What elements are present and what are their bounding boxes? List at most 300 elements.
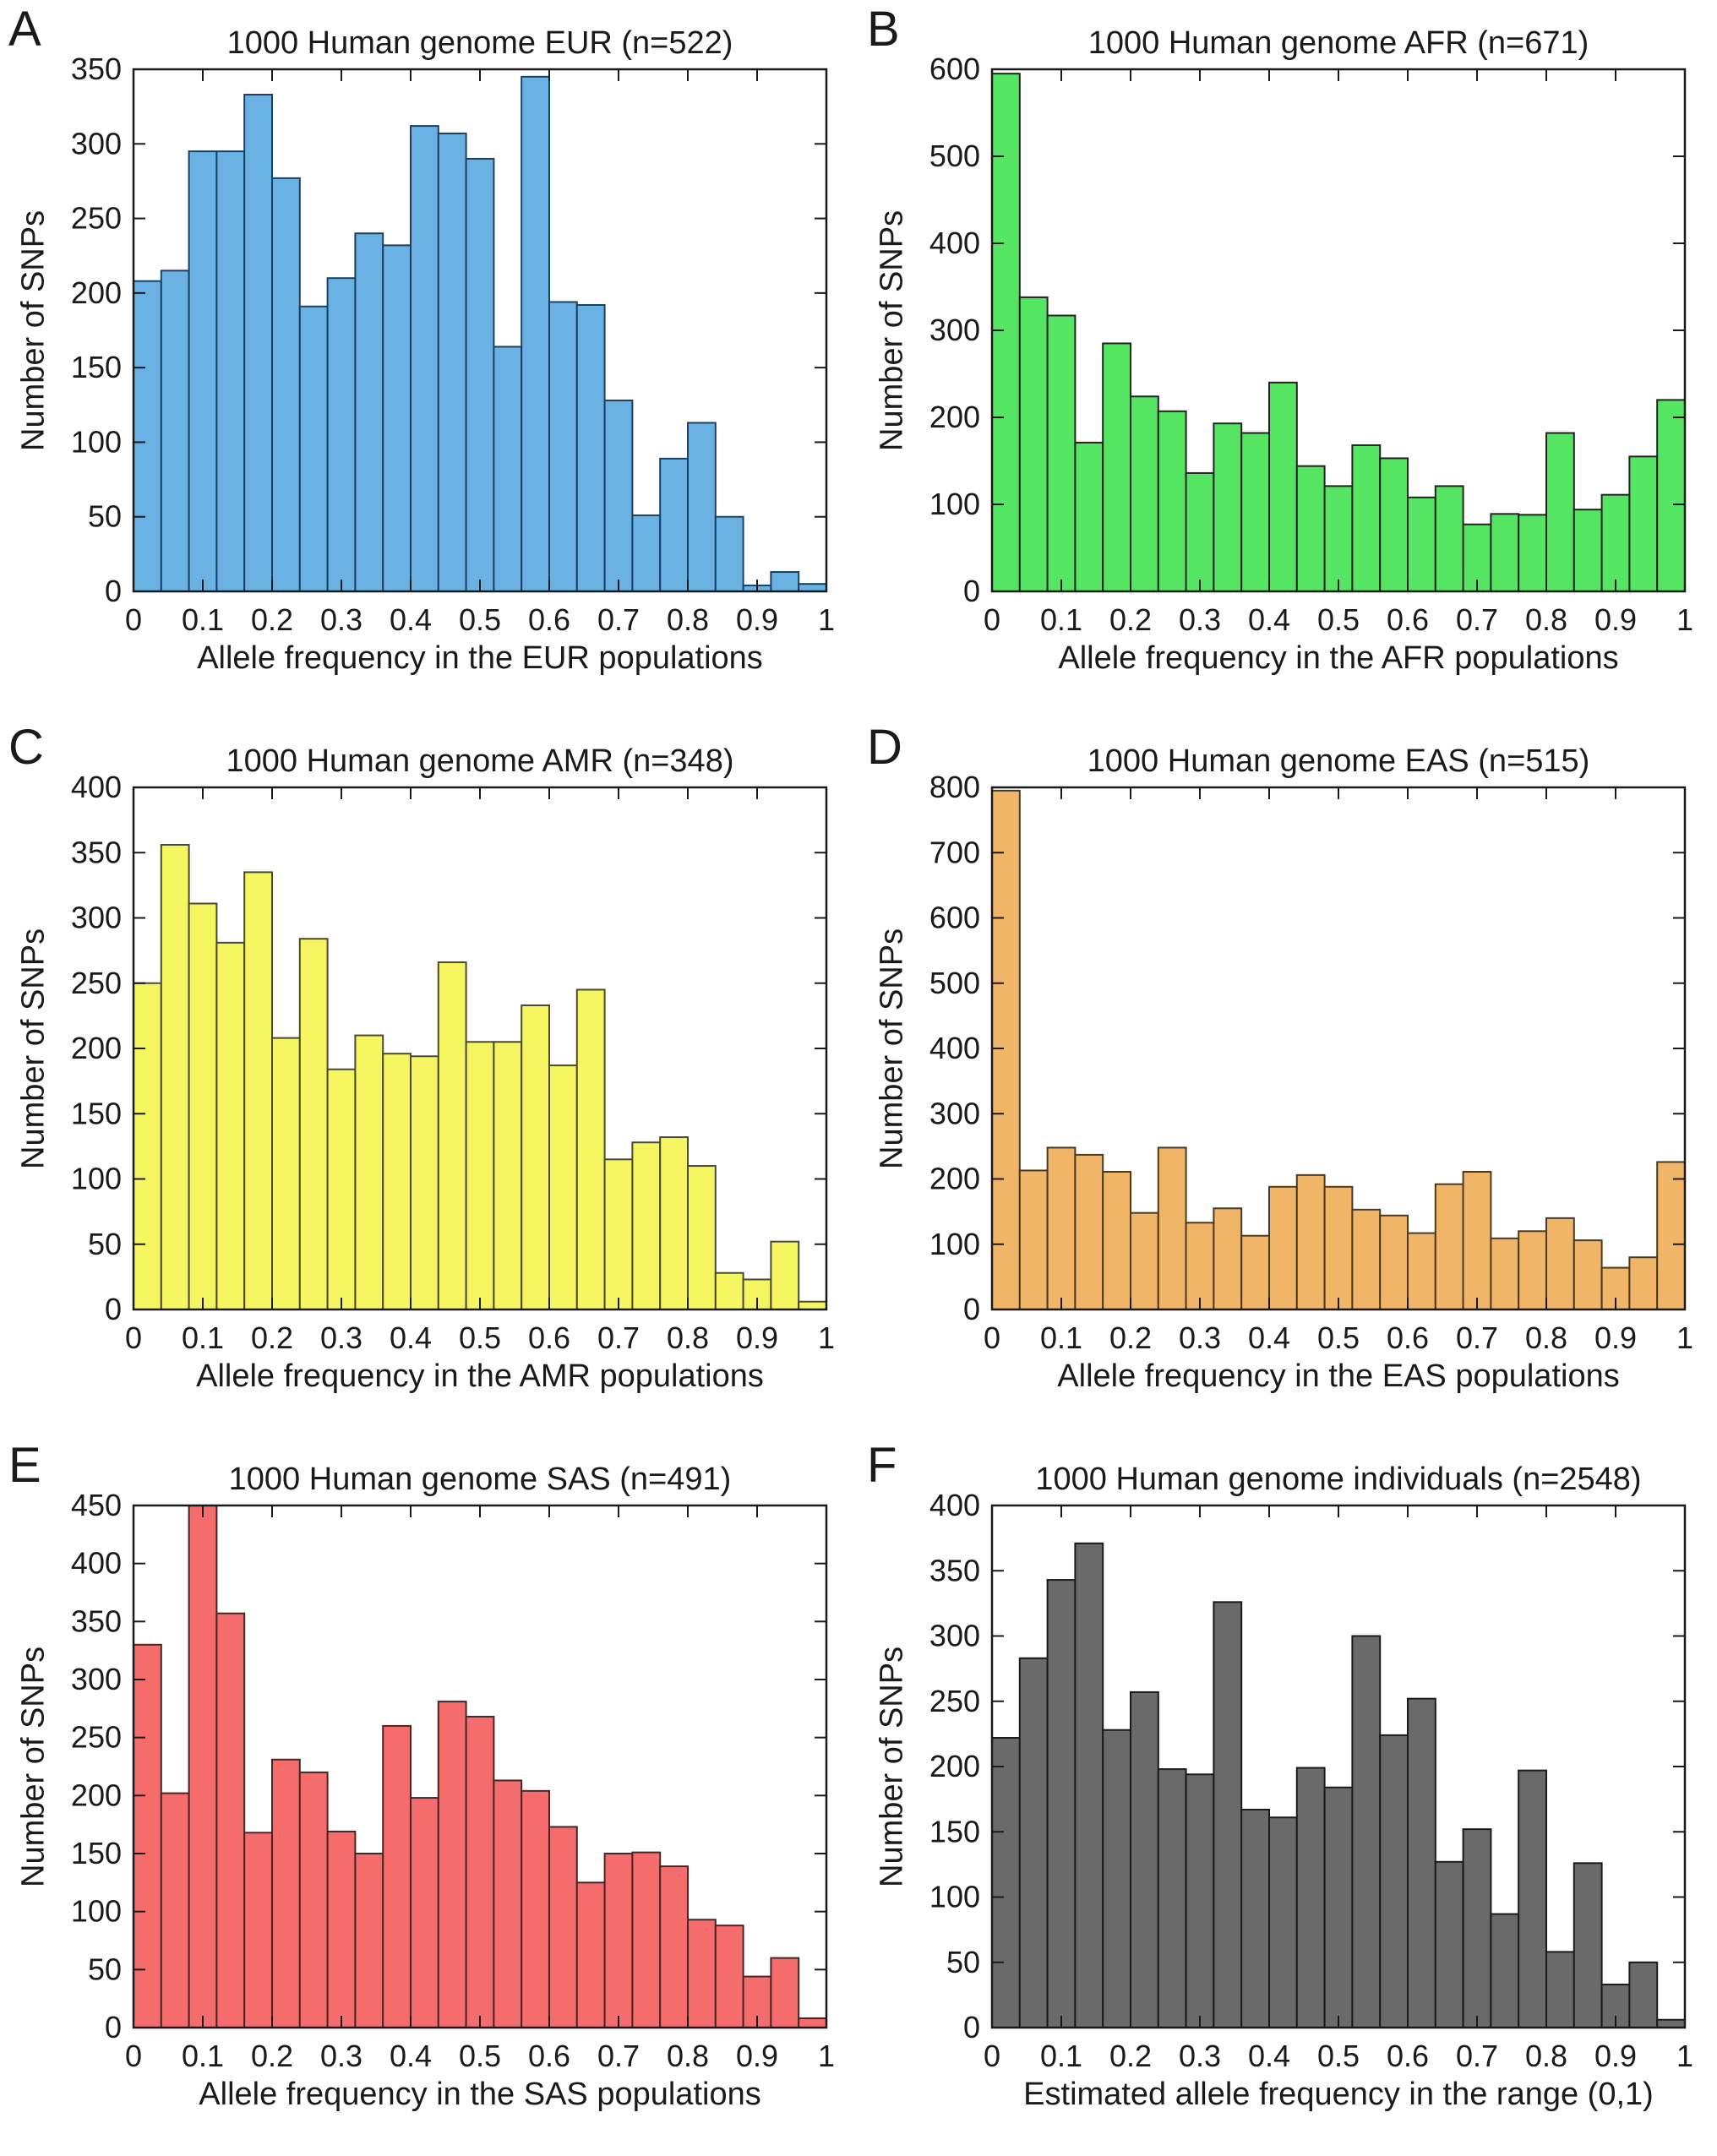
- histogram-bar: [660, 459, 688, 591]
- histogram-bar: [1629, 1963, 1657, 2028]
- histogram-bar: [1103, 1172, 1131, 1309]
- tick-label: 0.2: [1109, 1320, 1153, 1355]
- histogram-bar: [549, 1065, 577, 1309]
- histogram-bar: [1020, 297, 1048, 591]
- histogram-bar: [688, 1919, 716, 2028]
- tick-label: 0.7: [597, 602, 640, 637]
- tick-label: 100: [929, 487, 980, 521]
- tick-label: 0.3: [1178, 2039, 1222, 2073]
- histogram-bar: [1491, 514, 1518, 591]
- histogram-bar: [383, 245, 411, 591]
- tick-label: 0.1: [1039, 1320, 1083, 1355]
- tick-label: 300: [929, 1096, 980, 1131]
- tick-label: 0.9: [735, 1320, 779, 1355]
- histogram-bar: [549, 1827, 577, 2028]
- tick-label: 200: [929, 1749, 980, 1783]
- histogram-bar: [328, 278, 356, 591]
- histogram-bar: [328, 1070, 356, 1309]
- histogram-bar: [1241, 433, 1269, 591]
- histogram-bar: [1436, 486, 1464, 591]
- histogram-bar: [1352, 1636, 1380, 2028]
- tick-label: 0.6: [1386, 1320, 1430, 1355]
- histogram-svg: [858, 718, 1717, 1436]
- histogram-plot-A: [0, 0, 858, 718]
- tick-label: 200: [929, 1161, 980, 1196]
- histogram-bar: [992, 1738, 1020, 2028]
- histogram-bar: [1574, 1863, 1602, 2028]
- chart-title-F: 1000 Human genome individuals (n=2548): [1035, 1462, 1642, 1497]
- tick-label: 0.3: [319, 602, 363, 637]
- histogram-bar: [493, 1780, 521, 2028]
- histogram-bar: [660, 1866, 688, 2028]
- tick-label: 400: [929, 226, 980, 260]
- histogram-bar: [716, 517, 744, 591]
- tick-label: 300: [70, 900, 122, 935]
- histogram-bar: [134, 281, 161, 591]
- tick-label: 0: [983, 602, 1001, 637]
- tick-label: 350: [70, 52, 122, 86]
- tick-label: 0.8: [1524, 2039, 1568, 2073]
- histogram-bar: [300, 1772, 328, 2028]
- tick-label: 0.4: [389, 2039, 433, 2073]
- histogram-svg: [0, 0, 858, 718]
- tick-label: 100: [70, 424, 122, 460]
- histogram-bar: [1546, 433, 1574, 591]
- histogram-bar: [300, 939, 328, 1309]
- panel-letter-C: C: [8, 720, 44, 775]
- tick-label: 0: [104, 574, 122, 608]
- tick-label: 0.2: [250, 602, 294, 637]
- histogram-bar: [799, 2018, 826, 2028]
- histogram-bar: [688, 1166, 716, 1309]
- tick-label: 0.4: [1247, 2039, 1291, 2073]
- histogram-bar: [1657, 1162, 1685, 1309]
- histogram-bar: [1518, 514, 1546, 591]
- histogram-svg: [0, 718, 858, 1436]
- histogram-bar: [328, 1832, 356, 2028]
- tick-label: 250: [70, 200, 122, 236]
- y-axis-label-B: Number of SNPs: [874, 210, 910, 451]
- histogram-bar: [1103, 1730, 1131, 2028]
- tick-label: 800: [929, 770, 980, 804]
- tick-label: 0.4: [389, 1320, 433, 1355]
- histogram-bar: [411, 1056, 439, 1309]
- histogram-bar: [577, 305, 605, 591]
- tick-label: 1: [1676, 1320, 1694, 1355]
- histogram-bar: [799, 584, 826, 591]
- histogram-bar: [161, 845, 189, 1309]
- histogram-bar: [439, 133, 466, 591]
- tick-label: 0.2: [1109, 602, 1153, 637]
- tick-label: 600: [929, 900, 980, 935]
- histogram-bar: [521, 77, 549, 591]
- histogram-bar: [716, 1925, 744, 2028]
- chart-title-D: 1000 Human genome EAS (n=515): [1087, 743, 1590, 779]
- tick-label: 500: [929, 965, 980, 1000]
- histogram-bar: [216, 943, 244, 1309]
- x-axis-label-C: Allele frequency in the AMR populations: [196, 1358, 764, 1394]
- x-axis-label-E: Allele frequency in the SAS populations: [199, 2077, 761, 2112]
- tick-label: 500: [929, 139, 980, 173]
- tick-label: 50: [87, 498, 122, 534]
- tick-label: 150: [70, 1836, 122, 1870]
- histogram-bar: [1518, 1771, 1546, 2028]
- tick-label: 700: [929, 835, 980, 870]
- tick-label: 0.9: [735, 602, 779, 637]
- histogram-bar: [1297, 1768, 1325, 2028]
- histogram-bar: [1158, 1769, 1186, 2028]
- tick-label: 150: [929, 1814, 980, 1849]
- tick-label: 0.2: [1109, 2039, 1153, 2073]
- tick-label: 300: [70, 1662, 122, 1696]
- histogram-bar: [716, 1273, 744, 1309]
- histogram-bar: [493, 346, 521, 591]
- histogram-bar: [521, 1005, 549, 1309]
- tick-label: 50: [87, 1952, 122, 1987]
- tick-label: 0.5: [458, 602, 502, 637]
- histogram-bar: [411, 126, 439, 591]
- histogram-bar: [1352, 1210, 1380, 1309]
- tick-label: 0.9: [1594, 2039, 1638, 2073]
- tick-label: 0: [104, 1292, 122, 1326]
- tick-label: 0: [983, 1320, 1001, 1355]
- histogram-bar: [244, 872, 272, 1309]
- histogram-bar: [355, 233, 383, 591]
- histogram-bar: [161, 1794, 189, 2028]
- tick-label: 250: [70, 1719, 122, 1755]
- tick-label: 0: [962, 2010, 980, 2044]
- histogram-bar: [577, 989, 605, 1309]
- tick-label: 300: [70, 126, 122, 161]
- histogram-bar: [493, 1042, 521, 1309]
- tick-label: 0.7: [1455, 2039, 1499, 2073]
- tick-label: 250: [70, 965, 122, 1000]
- histogram-bar: [1158, 411, 1186, 591]
- y-axis-label-F: Number of SNPs: [874, 1646, 910, 1887]
- histogram-bar: [1491, 1914, 1518, 2028]
- panel-letter-E: E: [8, 1438, 41, 1493]
- histogram-bar: [466, 1717, 494, 2028]
- histogram-bar: [1131, 396, 1158, 591]
- tick-label: 50: [946, 1944, 980, 1979]
- tick-label: 0.3: [319, 2039, 363, 2073]
- tick-label: 0.6: [527, 602, 571, 637]
- histogram-bar: [216, 151, 244, 591]
- panel-C: [0, 718, 858, 1436]
- histogram-bar: [1546, 1952, 1574, 2028]
- histogram-svg: [858, 0, 1717, 718]
- histogram-plot-F: [858, 1436, 1717, 2154]
- x-axis-label-F: Estimated allele frequency in the range (0,1): [1023, 2077, 1654, 2112]
- tick-label: 50: [87, 1226, 122, 1261]
- tick-label: 200: [929, 400, 980, 434]
- tick-label: 0.6: [1386, 602, 1430, 637]
- tick-label: 0.1: [181, 1320, 225, 1355]
- tick-label: 0.1: [181, 602, 225, 637]
- tick-label: 300: [929, 313, 980, 347]
- panel-F: [858, 1436, 1717, 2156]
- histogram-bar: [355, 1854, 383, 2028]
- histogram-bar: [272, 178, 300, 591]
- histogram-bar: [1131, 1213, 1158, 1309]
- histogram-bar: [1186, 473, 1214, 591]
- histogram-bar: [1325, 1187, 1353, 1309]
- tick-label: 350: [929, 1553, 980, 1588]
- tick-label: 600: [929, 52, 980, 86]
- tick-label: 150: [70, 350, 122, 385]
- histogram-bar: [189, 151, 217, 591]
- panel-A: [0, 0, 858, 718]
- histogram-bar: [1213, 1602, 1241, 2028]
- histogram-bar: [1436, 1184, 1464, 1309]
- histogram-bar: [1464, 1829, 1491, 2028]
- histogram-bar: [1574, 1240, 1602, 1309]
- tick-label: 0.2: [250, 2039, 294, 2073]
- tick-label: 0.9: [1594, 1320, 1638, 1355]
- tick-label: 0.3: [1178, 1320, 1222, 1355]
- tick-label: 0.5: [458, 2039, 502, 2073]
- histogram-bar: [1629, 1257, 1657, 1309]
- histogram-bar: [189, 904, 217, 1309]
- tick-label: 0.1: [181, 2039, 225, 2073]
- x-axis-label-A: Allele frequency in the EUR populations: [197, 640, 763, 676]
- tick-label: 200: [70, 275, 122, 310]
- histogram-bar: [1297, 466, 1325, 591]
- histogram-plot-C: [0, 718, 858, 1436]
- x-axis-label-B: Allele frequency in the AFR populations: [1058, 640, 1619, 676]
- histogram-bar: [439, 1701, 466, 2028]
- histogram-bar: [1186, 1774, 1214, 2028]
- panel-B: [858, 0, 1717, 718]
- histogram-bar: [411, 1798, 439, 2028]
- tick-label: 0.7: [597, 1320, 640, 1355]
- tick-label: 1: [817, 1320, 836, 1355]
- histogram-bar: [216, 1614, 244, 2028]
- tick-label: 0.9: [735, 2039, 779, 2073]
- histogram-bar: [383, 1726, 411, 2028]
- panel-E: [0, 1436, 858, 2156]
- histogram-bar: [549, 302, 577, 591]
- histogram-bar: [771, 572, 799, 591]
- tick-label: 0.4: [1247, 602, 1291, 637]
- tick-label: 0.8: [666, 2039, 710, 2073]
- chart-title-C: 1000 Human genome AMR (n=348): [226, 743, 734, 779]
- histogram-bar: [1546, 1218, 1574, 1309]
- histogram-plot-E: [0, 1436, 858, 2154]
- tick-label: 0.3: [319, 1320, 363, 1355]
- histogram-bar: [1602, 495, 1630, 591]
- tick-label: 1: [817, 602, 836, 637]
- histogram-bar: [1325, 1788, 1353, 2028]
- tick-label: 0.4: [389, 602, 433, 637]
- histogram-bar: [1408, 1233, 1436, 1309]
- panel-letter-A: A: [8, 2, 41, 57]
- tick-label: 0.8: [1524, 1320, 1568, 1355]
- histogram-bar: [1352, 445, 1380, 591]
- histogram-bar: [1325, 486, 1353, 591]
- tick-label: 0.5: [458, 1320, 502, 1355]
- histogram-bar: [1629, 456, 1657, 591]
- histogram-bar: [1269, 1187, 1297, 1309]
- histogram-bar: [632, 1142, 660, 1309]
- y-axis-label-D: Number of SNPs: [874, 928, 910, 1169]
- tick-label: 0.1: [1039, 602, 1083, 637]
- tick-label: 350: [70, 835, 122, 870]
- tick-label: 0.7: [597, 2039, 640, 2073]
- histogram-bar: [1657, 2020, 1685, 2028]
- tick-label: 1: [1676, 2039, 1694, 2073]
- histogram-bar: [161, 270, 189, 591]
- histogram-bar: [1380, 458, 1408, 591]
- x-axis-label-D: Allele frequency in the EAS populations: [1057, 1358, 1620, 1394]
- tick-label: 0.5: [1316, 602, 1360, 637]
- tick-label: 0.7: [1455, 602, 1499, 637]
- tick-label: 0: [124, 602, 143, 637]
- histogram-bar: [1186, 1222, 1214, 1309]
- tick-label: 450: [70, 1488, 122, 1522]
- histogram-bar: [466, 1042, 494, 1309]
- histogram-bar: [1380, 1216, 1408, 1309]
- tick-label: 200: [70, 1778, 122, 1813]
- histogram-bar: [244, 95, 272, 591]
- histogram-bar: [189, 1505, 217, 2028]
- histogram-bar: [1213, 423, 1241, 591]
- histogram-plot-B: [858, 0, 1717, 718]
- tick-label: 100: [929, 1226, 980, 1261]
- histogram-bar: [1269, 1817, 1297, 2028]
- y-axis-label-A: Number of SNPs: [15, 210, 52, 451]
- histogram-bar: [1048, 1147, 1076, 1309]
- histogram-bar: [660, 1137, 688, 1309]
- histogram-bar: [1408, 498, 1436, 591]
- tick-label: 1: [1676, 602, 1694, 637]
- histogram-bar: [1297, 1175, 1325, 1309]
- histogram-bar: [1075, 1155, 1103, 1309]
- tick-label: 200: [70, 1031, 122, 1065]
- histogram-bar: [1518, 1231, 1546, 1309]
- histogram-bar: [1657, 400, 1685, 591]
- histogram-bar: [771, 1242, 799, 1309]
- histogram-bar: [632, 515, 660, 591]
- tick-label: 150: [70, 1096, 122, 1131]
- tick-label: 0: [983, 2039, 1001, 2073]
- histogram-bar: [1131, 1692, 1158, 2028]
- tick-label: 100: [70, 1893, 122, 1929]
- histogram-bar: [439, 962, 466, 1309]
- histogram-bar: [605, 1159, 633, 1309]
- histogram-bar: [272, 1760, 300, 2028]
- histogram-bar: [771, 1958, 799, 2028]
- histogram-bar: [688, 422, 716, 591]
- histogram-bar: [605, 1854, 633, 2028]
- tick-label: 0.1: [1039, 2039, 1083, 2073]
- panel-letter-B: B: [867, 2, 900, 57]
- histogram-bar: [632, 1853, 660, 2028]
- tick-label: 0.6: [1386, 2039, 1430, 2073]
- histogram-bar: [992, 74, 1020, 591]
- chart-title-A: 1000 Human genome EUR (n=522): [226, 25, 733, 61]
- histogram-bar: [300, 307, 328, 591]
- tick-label: 100: [70, 1161, 122, 1196]
- y-axis-label-E: Number of SNPs: [15, 1646, 52, 1887]
- histogram-bar: [355, 1036, 383, 1309]
- tick-label: 0.5: [1316, 2039, 1360, 2073]
- histogram-bar: [244, 1832, 272, 2028]
- tick-label: 0.8: [1524, 602, 1568, 637]
- tick-label: 0: [962, 1292, 980, 1326]
- tick-label: 350: [70, 1603, 122, 1639]
- tick-label: 0: [104, 2010, 122, 2044]
- histogram-bar: [1075, 1544, 1103, 2028]
- histogram-bar: [1048, 1580, 1076, 2028]
- histogram-bar: [1491, 1239, 1518, 1309]
- histogram-bar: [799, 1302, 826, 1309]
- histogram-plot-D: [858, 718, 1717, 1436]
- tick-label: 0.6: [527, 1320, 571, 1355]
- histogram-bar: [1436, 1862, 1464, 2028]
- histogram-bar: [1158, 1147, 1186, 1309]
- tick-label: 0.7: [1455, 1320, 1499, 1355]
- histogram-bar: [1380, 1735, 1408, 2028]
- histogram-bar: [1020, 1658, 1048, 2028]
- tick-label: 0.5: [1316, 1320, 1360, 1355]
- histogram-bar: [521, 1791, 549, 2028]
- histogram-bar: [1269, 383, 1297, 591]
- histogram-bar: [1464, 1172, 1491, 1309]
- histogram-bar: [1241, 1236, 1269, 1309]
- tick-label: 0.8: [666, 1320, 710, 1355]
- histogram-svg: [0, 1436, 858, 2154]
- histogram-bar: [1103, 343, 1131, 591]
- tick-label: 0.2: [250, 1320, 294, 1355]
- histogram-bar: [605, 400, 633, 591]
- tick-label: 0.9: [1594, 602, 1638, 637]
- histogram-bar: [1408, 1699, 1436, 2028]
- chart-title-E: 1000 Human genome SAS (n=491): [228, 1462, 732, 1497]
- panel-D: [858, 718, 1717, 1436]
- tick-label: 400: [70, 770, 122, 804]
- histogram-bar: [134, 983, 161, 1309]
- panel-letter-F: F: [867, 1438, 897, 1493]
- panel-letter-D: D: [867, 720, 902, 775]
- y-axis-label-C: Number of SNPs: [15, 928, 52, 1169]
- tick-label: 0.3: [1178, 602, 1222, 637]
- tick-label: 0: [124, 1320, 143, 1355]
- tick-label: 400: [70, 1545, 122, 1581]
- histogram-bar: [1574, 509, 1602, 591]
- histogram-bar: [1048, 315, 1076, 591]
- tick-label: 0: [962, 574, 980, 608]
- tick-label: 100: [929, 1879, 980, 1914]
- tick-label: 400: [929, 1031, 980, 1065]
- histogram-bar: [466, 159, 494, 591]
- tick-label: 0.8: [666, 602, 710, 637]
- tick-label: 0.4: [1247, 1320, 1291, 1355]
- histogram-bar: [577, 1882, 605, 2028]
- tick-label: 300: [929, 1618, 980, 1653]
- histogram-bar: [992, 791, 1020, 1309]
- histogram-bar: [1213, 1208, 1241, 1309]
- histogram-bar: [383, 1054, 411, 1309]
- tick-label: 1: [817, 2039, 836, 2073]
- tick-label: 250: [929, 1683, 980, 1718]
- chart-title-B: 1000 Human genome AFR (n=671): [1087, 25, 1589, 61]
- histogram-bar: [1020, 1170, 1048, 1309]
- histogram-bar: [1241, 1810, 1269, 2028]
- tick-label: 0: [124, 2039, 143, 2073]
- histogram-bar: [1075, 443, 1103, 591]
- histogram-svg: [858, 1436, 1717, 2154]
